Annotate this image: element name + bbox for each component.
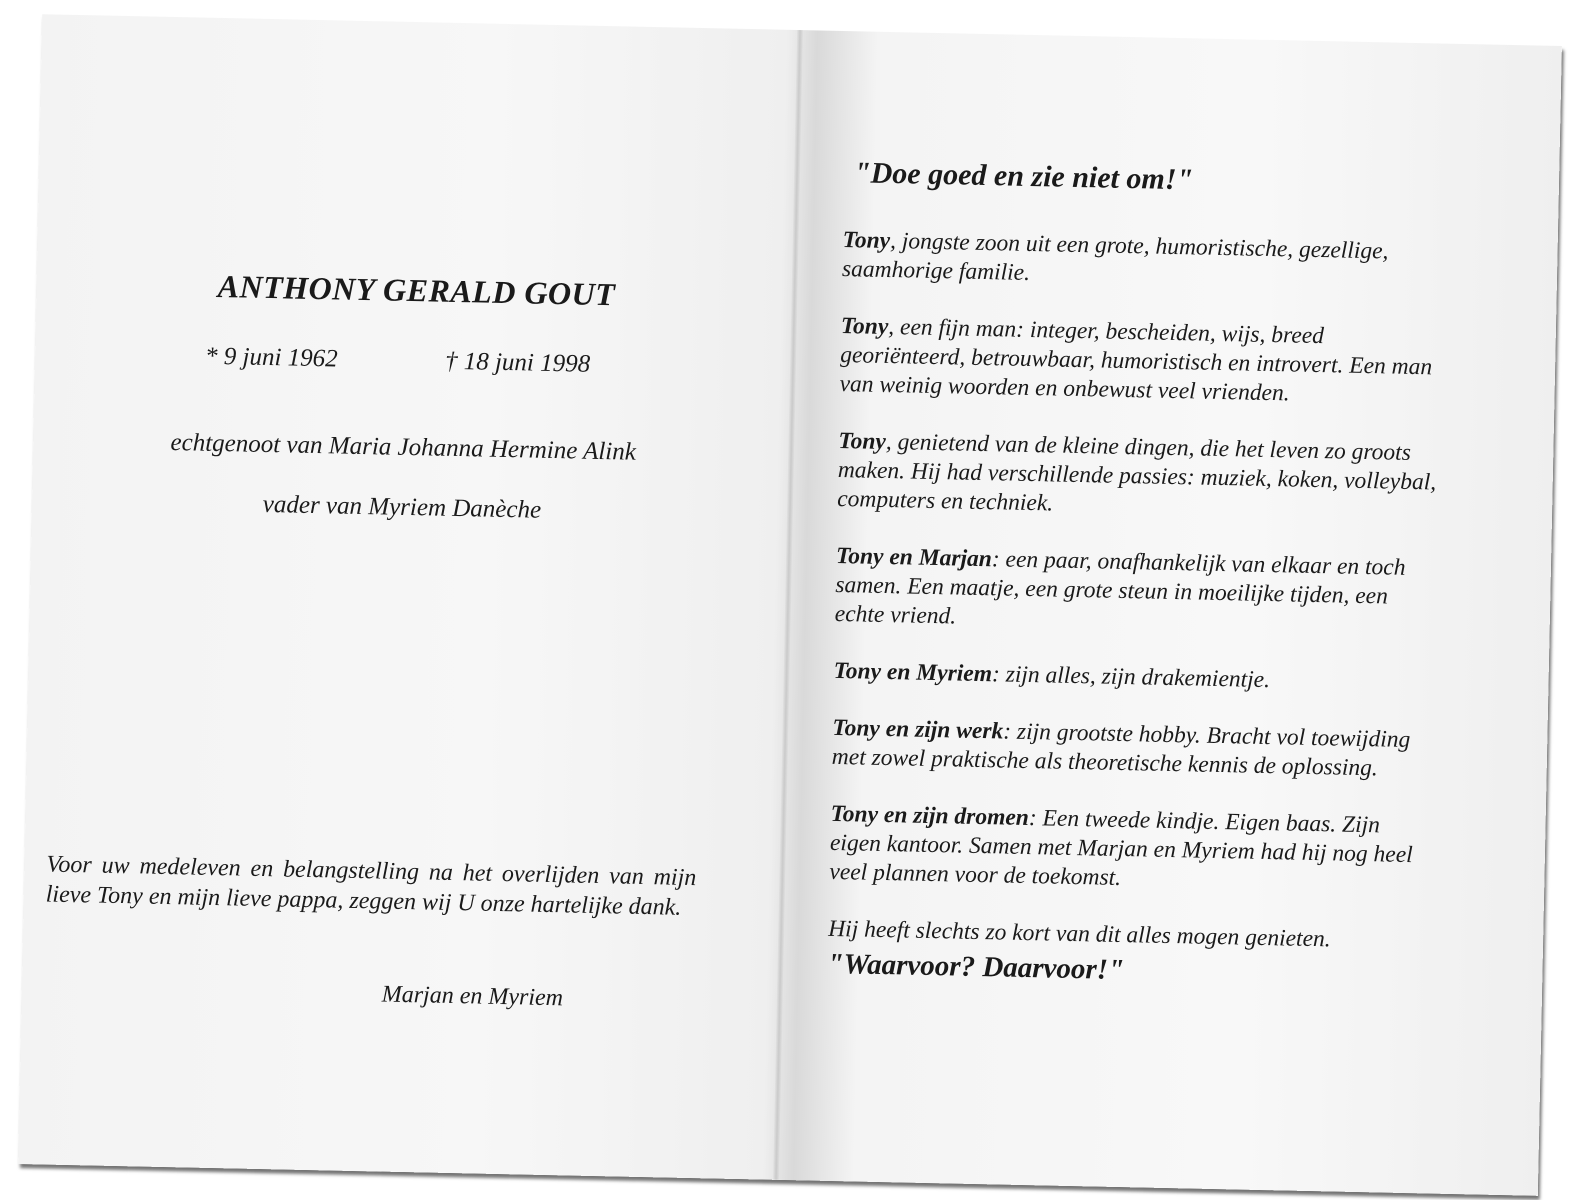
motto: "Doe goed en zie niet om!" (853, 156, 1194, 197)
birth-date: * 9 juni 1962 (204, 342, 338, 373)
paragraph-lead: Tony (842, 227, 891, 255)
tribute-paragraph (832, 714, 1433, 785)
closing-quote: "Waarvoor? Daarvoor!" (827, 947, 1125, 987)
tribute-paragraph (839, 312, 1441, 412)
tribute-paragraph (833, 657, 1433, 699)
tribute-paragraph (842, 226, 1443, 297)
paragraph-lead: Tony en zijn werk (832, 714, 1004, 745)
paragraph-text: : Een tweede kindje. Eigen baas. Zijn eigen kantoor. Samen met Marjan en Myriem had hij nog heel veel plannen voor de toekomst. (829, 805, 1413, 891)
paragraph-text: : zijn grootste hobby. Bracht vol toewijding met zowel praktische als theoretische kennis de oplossing. (831, 718, 1411, 782)
paragraph-lead: Tony en Myriem (833, 657, 993, 688)
paragraph-lead: Tony (840, 313, 889, 340)
memorial-card (18, 14, 1562, 1196)
paragraph-lead: Tony en zijn dromen (830, 800, 1030, 832)
paragraph-text: , genietend van de kleine dingen, die het leven zo groots maken. Hij had verschillende passies: muziek, koken, volleybal, computers en techniek. (836, 428, 1437, 517)
tribute-paragraphs (827, 226, 1443, 993)
death-date: † 18 juni 1998 (444, 347, 591, 378)
tribute-paragraph (837, 427, 1439, 527)
closing-line: Hij heeft slechts zo kort van dit alles mogen genieten. (827, 915, 1331, 953)
father-line: vader van Myriem Danèche (262, 490, 542, 524)
tribute-paragraph (835, 542, 1437, 642)
signature: Marjan en Myriem (381, 981, 564, 1012)
paragraph-text: , jongste zoon uit een grote, humoristische, gezellige, saamhorige familie. (841, 228, 1389, 286)
right-page (783, 30, 1562, 1196)
paragraph-text: , een fijn man: integer, bescheiden, wijs, breed georiënteerd, betrouwbaar, humoristisch en introvert. Een man van weinig woorden en onbewust veel vrienden. (839, 314, 1433, 407)
paragraph-text: : een paar, onafhankelijk van elkaar en toch samen. Een maatje, een grote steun in moeilijke tijden, een echte vriend. (834, 546, 1406, 630)
paragraph-lead: Tony (838, 427, 887, 455)
paragraph-lead: Tony en Marjan (835, 542, 993, 573)
paragraph-text: : zijn alles, zijn drakemientje. (991, 661, 1271, 694)
thanks-text: Voor uw medeleven en belangstelling na het overlijden van mijn lieve Tony en mijn lieve pappa, zeggen wij U onze hartelijke dank. (45, 851, 697, 921)
tribute-paragraph (829, 800, 1431, 900)
spouse-line: echtgenoot van Maria Johanna Hermine Alink (170, 428, 637, 466)
left-page (18, 14, 797, 1180)
deceased-name: ANTHONY GERALD GOUT (217, 267, 616, 313)
